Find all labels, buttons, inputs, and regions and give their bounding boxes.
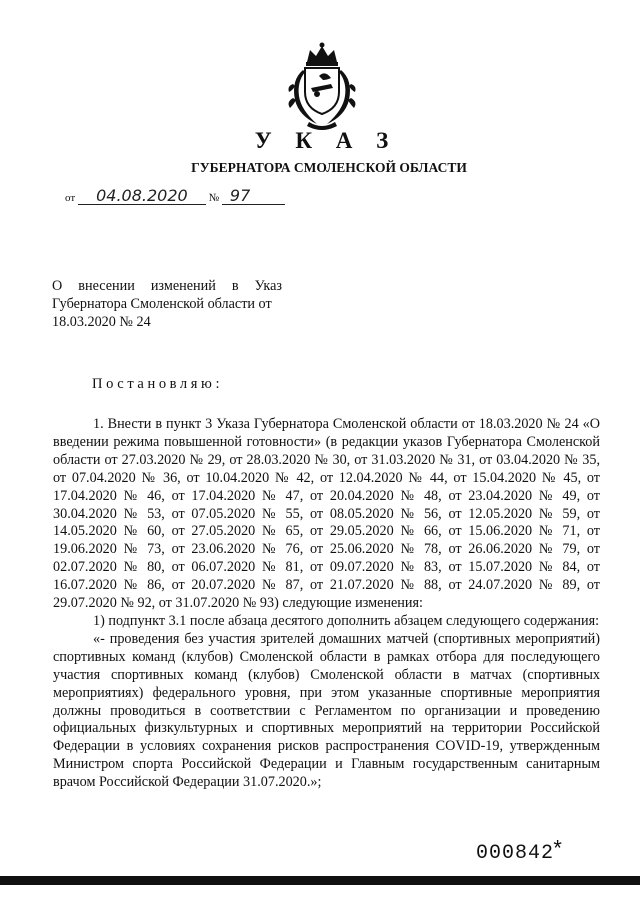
coat-of-arms-emblem	[283, 40, 361, 132]
serial-mark: *	[551, 838, 565, 863]
body-paragraph-3: «- проведения без участия зрителей домашних матчей (спортивных мероприятий) спортивных команд (клубов) Смоленской области в рамках отбора для последующего участия спортивных команд (клубов) Смоленской области в матчах (спортивных мероприятиях) федерального уровня, при этом указанные спортивные мероприятия должны проводиться в соответствии с Регламентом по организации и проведению официальных физкультурных и спортивных мероприятий на территории Российской Федерации в условиях сохранения рисков распространения COVID-19, утвержденным Министром спорта Российской Федерации и Главным государственным санитарным врачом Российской Федерации 31.07.2020.»;	[53, 630, 600, 791]
subject-word: в	[231, 278, 239, 294]
document-subtitle: ГУБЕРНАТОРА СМОЛЕНСКОЙ ОБЛАСТИ	[191, 160, 467, 175]
body-paragraph-1: 1. Внести в пункт 3 Указа Губернатора Смоленской области от 18.03.2020 № 24 «О введении режима повышенной готовности» (в редакции указов Губернатора Смоленской области от 27.03.2020 № 29, от 28.03.2020 № 30, от 31.03.2020 № 31, от 03.04.2020 № 35, от 07.04.2020 № 36, от 10.04.2020 № 42, от 12.04.2020 № 44, от 15.04.2020 № 45, от 17.04.2020 № 46, от 17.04.2020 № 47, от 20.04.2020 № 48, от 23.04.2020 № 49, от 30.04.2020 № 53, от 07.05.2020 № 55, от 08.05.2020 № 56, от 12.05.2020 № 59, от 14.05.2020 № 60, от 27.05.2020 № 65, от 29.05.2020 № 66, от 15.06.2020 № 71, от 19.06.2020 № 73, от 23.06.2020 № 76, от 25.06.2020 № 78, от 26.06.2020 № 79, от 02.07.2020 № 80, от 06.07.2020 № 81, от 09.07.2020 № 83, от 15.07.2020 № 84, от 16.07.2020 № 86, от 20.07.2020 № 87, от 21.07.2020 № 88, от 24.07.2020 № 89, от 29.07.2020 № 92, от 31.07.2020 № 93) следующие изменения:	[53, 416, 600, 612]
subject-word: изменений	[150, 278, 216, 294]
subject-word: внесении	[78, 278, 135, 294]
subject-word: О	[52, 278, 63, 294]
date-number-line	[65, 188, 285, 205]
serial-number: 000842	[476, 842, 555, 865]
subject-line-2: Губернатора Смоленской области от	[52, 296, 272, 312]
handwritten-number: 97	[222, 188, 285, 205]
bottom-border-bar	[0, 876, 640, 885]
document-title: У К А З	[254, 128, 398, 153]
subject-word: Указ	[254, 278, 282, 294]
subject-line-1	[52, 277, 282, 295]
resolution-heading: Постановляю:	[92, 376, 224, 392]
handwritten-date: 04.08.2020	[78, 188, 206, 205]
subject-line-3: 18.03.2020 № 24	[52, 314, 151, 330]
body-paragraph-2: 1) подпункт 3.1 после абзаца десятого дополнить абзацем следующего содержания:	[93, 612, 600, 629]
document-body	[53, 416, 600, 792]
date-prefix: от	[65, 192, 76, 204]
number-prefix: №	[208, 192, 220, 204]
document-subject	[52, 277, 282, 331]
